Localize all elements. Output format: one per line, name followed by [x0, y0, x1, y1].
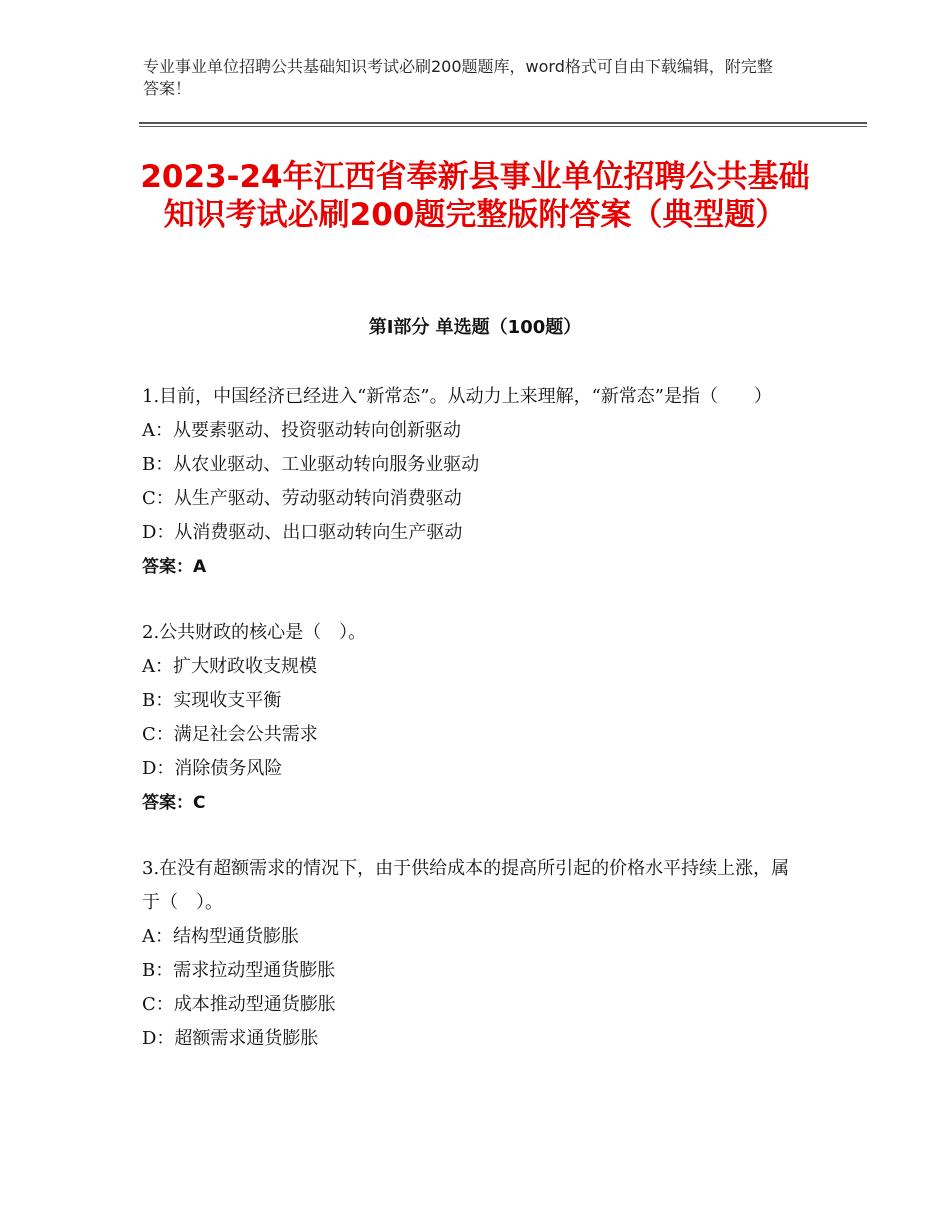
- question-2: [142, 616, 802, 820]
- option-c: C：满足社会公共需求: [142, 724, 318, 745]
- answer: 答案：C: [142, 793, 206, 813]
- header-rule-thin: [139, 126, 867, 127]
- header-note: 专业事业单位招聘公共基础知识考试必刷200题题库，word格式可自由下载编辑，附完整答案！: [143, 57, 773, 98]
- option-c: C：成本推动型通货膨胀: [142, 994, 336, 1015]
- option-a: A：扩大财政收支规模: [142, 656, 317, 677]
- option-c: C：从生产驱动、劳动驱动转向消费驱动: [142, 488, 462, 509]
- answer: 答案：A: [142, 557, 207, 577]
- option-b: B：实现收支平衡: [142, 690, 282, 711]
- option-d: D：从消费驱动、出口驱动转向生产驱动: [142, 522, 463, 543]
- question-stem: 1.目前，中国经济已经进入“新常态”。从动力上来理解，“新常态”是指（ ）: [142, 386, 772, 407]
- question-3: [142, 852, 802, 1056]
- header-rule-thick: [139, 122, 867, 124]
- section-heading: 第Ⅰ部分 单选题（100题）: [368, 317, 582, 338]
- question-1: [142, 380, 802, 584]
- option-b: B：需求拉动型通货膨胀: [142, 960, 336, 981]
- option-a: A：从要素驱动、投资驱动转向创新驱动: [142, 420, 461, 441]
- question-stem: 2.公共财政的核心是（ ）。: [142, 622, 367, 643]
- option-d: D：超额需求通货膨胀: [142, 1028, 319, 1049]
- option-a: A：结构型通货膨胀: [142, 926, 299, 947]
- question-stem: 3.在没有超额需求的情况下，由于供给成本的提高所引起的价格水平持续上涨，属于（ ）。: [142, 858, 790, 913]
- question-list: [142, 380, 802, 1088]
- option-d: D：消除债务风险: [142, 758, 283, 779]
- option-b: B：从农业驱动、工业驱动转向服务业驱动: [142, 454, 480, 475]
- document-title: 2023-24年江西省奉新县事业单位招聘公共基础知识考试必刷200题完整版附答案（典型题）: [140, 159, 810, 233]
